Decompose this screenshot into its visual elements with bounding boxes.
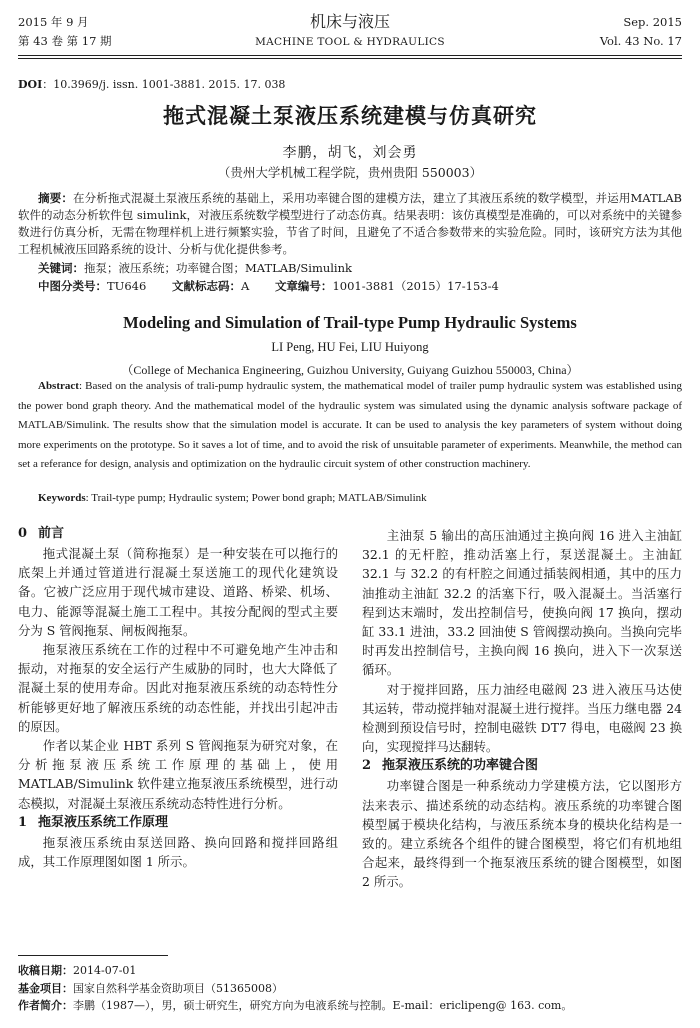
abstract-en-label: Abstract (38, 380, 79, 392)
paragraph: 主油泵 5 输出的高压油通过主换向阀 16 进入主油缸 32.1 的无杆腔，推动活塞上行，泵送混凝土。主油缸 32.1 与 32.2 的有杆腔之间通过插装阀相通，其中的压力油推动主油缸 32.2 的活塞下行，吸入混凝土。当活塞行程到达末端时，发出控制信号，使换向阀 17 换向，摆动缸 33.1 进油，33.2 回油使 S 管阀摆动换向。当换向完毕时再发出控制信号，主换向阀 16 换向，进入下一次泵送循环。 (362, 528, 682, 678)
doi-label: DOI (18, 78, 43, 91)
author-bio-label: 作者简介： (18, 999, 73, 1012)
section-1-title: 拖泵液压系统工作原理 (38, 814, 169, 830)
clc-label: 中图分类号： (38, 279, 107, 293)
header-rule-thin (18, 58, 682, 59)
section-2-number: 2 (362, 758, 372, 774)
section-1-number: 1 (18, 814, 28, 830)
keywords-cn-label: 关键词： (38, 261, 84, 275)
body-right-column (362, 526, 682, 892)
paragraph: 对于搅拌回路，压力油经电磁阀 23 进入液压马达使其运转，带动搅拌轴对混凝土进行搅拌。当压力继电器 24 检测到预设信号时，控制电磁铁 DT7 得电，电磁阀 23 换向，实现搅拌马达翻转。 (362, 681, 682, 755)
abstract-en-text: : Based on the analysis of trali-pump hydraulic system, the mathematical model of trailer pump hydraulic system was established using the power bond graph theory. And the mathematical model of the hydraulic system was simulated using the dynamic analysis software package of MATLAB/Simulink. The results show that the simulation model is accurate. It can be used to analysis the key parameters of system without doing more experiments on the prototype. So it saves a lot of time, and to avoid the risk of unsuitable parameter of experiments. Meanwhile, the method can set a referance for design, analysis and optimization on the hydraulic circuit system of other construction machinery. (18, 380, 682, 471)
keywords-en-text: : Trail-type pump; Hydraulic system; Power bond graph; MATLAB/Simulink (85, 492, 427, 504)
doi-value: ：10.3969/j. issn. 1001-3881. 2015. 17. 038 (42, 78, 286, 91)
fund-value: 国家自然科学基金资助项目（51365008） (73, 981, 283, 995)
fund-label: 基金项目： (18, 981, 73, 995)
header-vol-en: Vol. 43 No. 17 (599, 34, 682, 48)
footnote-rule (18, 955, 168, 956)
article-no-value: 1001-3881（2015）17-153-4 (332, 279, 499, 293)
keywords-en (38, 489, 427, 509)
page-title-cn: 拖式混凝土泵液压系统建模与仿真研究 (163, 103, 537, 128)
footnotes (18, 962, 682, 1015)
header-date-en: Sep. 2015 (623, 15, 682, 29)
section-0-number: 0 (18, 526, 28, 541)
classification-line (38, 278, 499, 295)
footnote-author (18, 997, 682, 1015)
paragraph: 拖泵液压系统在工作的过程中不可避免地产生冲击和振动，对拖泵的安全运行产生威胁的同时，也大大降低了混凝土泵的使用寿命。因此对拖泵液压系统的动态特性分析能够更好地了解液压系统的动态性能，并找出引起冲击的原因。 (18, 642, 338, 734)
affiliation-cn: （贵州大学机械工程学院，贵州贵阳 550003） (217, 165, 483, 180)
header-volume-en (600, 14, 682, 49)
abstract-cn-label: 摘要： (38, 191, 73, 205)
received-value: 2014-07-01 (73, 964, 137, 977)
footnote-fund (18, 980, 682, 998)
clc-value: TU646 (107, 279, 147, 293)
paragraph: 功率键合图是一种系统动力学建模方法，它以图形方法来表示、描述系统的动态结构。液压系统的功率键合图模型属于模块化结构，与液压系统本身的模块化结构是一致的。建立系统各个组件的键合图模型，将它们有机地组合起来，最终得到一个拖泵液压系统的键合图模型，如图 2 所示。 (362, 778, 682, 890)
keywords-en-label: Keywords (38, 492, 86, 504)
affiliation-en: （College of Mechanica Engineering, Guizhou University, Guiyang Guizhou 550003, China） (121, 363, 579, 377)
header-date (18, 14, 112, 49)
section-0-heading (18, 524, 338, 544)
keywords-cn-text: 拖泵；液压系统；功率键合图；MATLAB/Simulink (84, 261, 352, 275)
section-1-heading (18, 813, 338, 833)
section-2-heading (362, 756, 682, 776)
footnote-received (18, 962, 682, 980)
section-2-title: 拖泵液压系统的功率键合图 (382, 758, 539, 774)
abstract-en (18, 377, 682, 475)
journal-header (200, 12, 500, 50)
journal-name-cn: 机床与液压 (309, 12, 390, 31)
keywords-cn (38, 260, 352, 277)
authors-en: LI Peng, HU Fei, LIU Huiyong (271, 340, 429, 354)
authors-cn: 李鹏，胡飞，刘会勇 (282, 145, 418, 161)
doi-line (18, 76, 285, 92)
abstract-cn (18, 190, 682, 258)
header-rule (18, 55, 682, 56)
header-year-month: 2015 年 9 月 (18, 15, 89, 29)
paragraph: 拖泵液压系统由泵送回路、换向回路和搅拌回路组成，其工作原理图如图 1 所示。 (18, 834, 338, 870)
section-0-title: 前言 (38, 526, 65, 541)
article-no-label: 文章编号： (274, 279, 333, 293)
received-label: 收稿日期： (18, 964, 73, 977)
paragraph: 作者以某企业 HBT 系列 S 管阀拖泵为研究对象，在分析拖泵液压系统工作原理的基础上，使用 MATLAB/Simulink 软件建立拖泵液压系统模型，进行动态模拟，对混凝土泵液压系统动态特性进行分析。 (18, 738, 338, 811)
journal-name-en: MACHINE TOOL & HYDRAULICS (255, 36, 445, 48)
abstract-cn-text: 在分析拖式混凝土泵液压系统的基础上，采用功率键合图的建模方法，建立了其液压系统的数学模型，并运用MATLAB 软件的动态分析软件包 simulink，对液压系统数学模型进行了动态仿真。结果表明：该仿真模型是准确的，可以对系统中的关键参数进行仿真分析，无需在物理样机上进行频繁实验，节省了时间，且避免了不适合参数带来的实验危险。同时，该研究方法为其他工程机械液压回路系统的设计、分析与优化提供参考。 (18, 191, 683, 256)
author-bio-value: 李鹏（1987—），男，硕士研究生，研究方向为电液系统与控制。E-mail：ericlipeng@ 163. com。 (73, 999, 573, 1012)
paragraph: 拖式混凝土泵（简称拖泵）是一种安装在可以拖行的底架上并通过管道进行混凝土泵送施工的现代化建筑设备。它被广泛应用于现代城市建设、道路、桥梁、机场、电力、能源等混凝土施工工程中。其按分配阀的型式主要分为 S 管阀拖泵、闸板阀拖泵。 (18, 546, 338, 638)
doc-code-label: 文献标志码： (171, 279, 241, 293)
doc-code-value: A (240, 279, 250, 293)
header-volume-issue: 第 43 卷 第 17 期 (18, 34, 112, 48)
body-left-column (18, 524, 338, 871)
page-title-en: Modeling and Simulation of Trail-type Pump Hydraulic Systems (123, 313, 577, 332)
